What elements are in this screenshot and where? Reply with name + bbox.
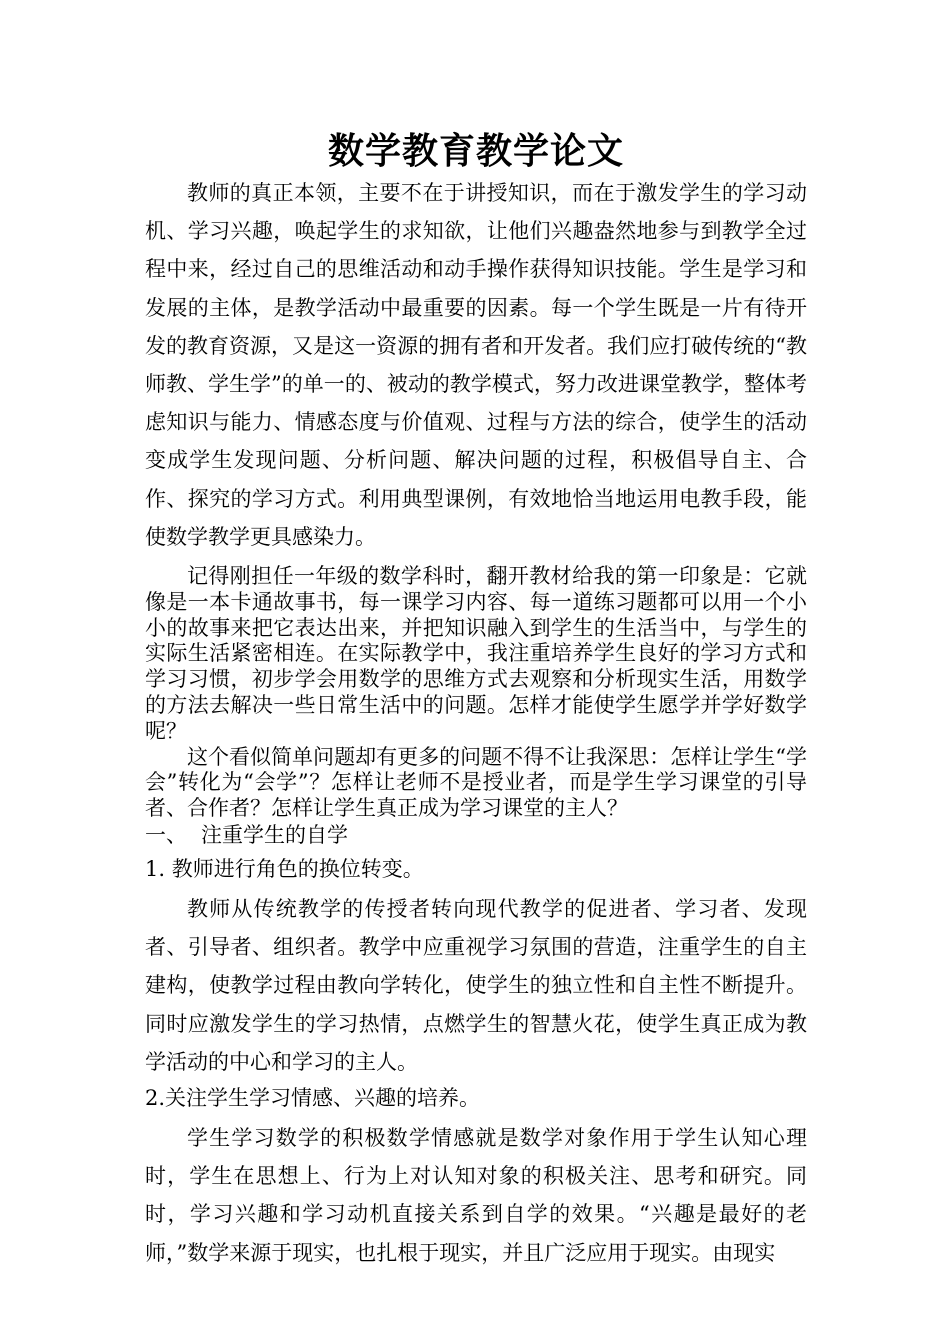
- intro-paragraph-3: 这个看似简单问题却有更多的问题不得不让我深思：怎样让学生“学会”转化为“会学”？怎样让老师不是授业者，而是学生学习课堂的引导者、合作者？怎样让学生真正成为学习课堂的主人？: [145, 744, 807, 821]
- subsection-2-body: 学生学习数学的积极数学情感就是数学对象作用于学生认知心理时，学生在思想上、行为上对认知对象的积极关注、思考和研究。同时，学习兴趣和学习动机直接关系到自学的效果。“兴趣是最好的老师，”数学来源于现实，也扎根于现实，并且广泛应用于现实。由现实: [145, 1126, 807, 1265]
- subsection-2-heading: 2.关注学生学习情感、兴趣的培养。: [145, 1086, 481, 1111]
- intro-paragraph-2: 记得刚担任一年级的数学科时，翻开教材给我的第一印象是：它就像是一本卡通故事书，每一课学习内容、每一道练习题都可以用一个小小的故事来把它表达出来，并把知识融入到学生的生活当中，与学生的实际生活紧密相连。在实际教学中，我注重培养学生良好的学习方式和学习习惯，初步学会用数学的思维方式去观察和分析现实生活，用数学的方法去解决一些日常生活中的问题。怎样才能使学生愿学并学好数学呢？: [145, 564, 807, 743]
- section-1-heading: [145, 822, 807, 848]
- subsection-1-body: 教师从传统教学的传授者转向现代教学的促进者、学习者、发现者、引导者、组织者。教学中应重视学习氛围的营造，注重学生的自主建构，使教学过程由教向学转化，使学生的独立性和自主性不断提升。同时应激发学生的学习热情，点燃学生的智慧火花，使学生真正成为教学活动的中心和学习的主人。: [145, 897, 807, 1074]
- section-1-number: 一、: [145, 823, 187, 847]
- intro-paragraph-1: 教师的真正本领，主要不在于讲授知识，而在于激发学生的学习动机、学习兴趣，唤起学生的求知欲，让他们兴趣盎然地参与到教学全过程中来，经过自己的思维活动和动手操作获得知识技能。学生是学习和发展的主体，是教学活动中最重要的因素。每一个学生既是一片有待开发的教育资源，又是这一资源的拥有者和开发者。我们应打破传统的“教师教、学生学”的单一的、被动的教学模式，努力改进课堂教学，整体考虑知识与能力、情感态度与价值观、过程与方法的综合，使学生的活动变成学生发现问题、分析问题、解决问题的过程，积极倡导自主、合作、探究的学习方式。利用典型课例，有效地恰当地运用电教手段，能使数学教学更具感染力。: [145, 181, 807, 549]
- document-title: 数学教育教学论文: [327, 130, 624, 172]
- section-1-title: 注重学生的自学: [201, 823, 348, 847]
- subsection-1-heading: 1. 教师进行角色的换位转变。: [145, 857, 424, 881]
- document-page: [145, 128, 807, 1272]
